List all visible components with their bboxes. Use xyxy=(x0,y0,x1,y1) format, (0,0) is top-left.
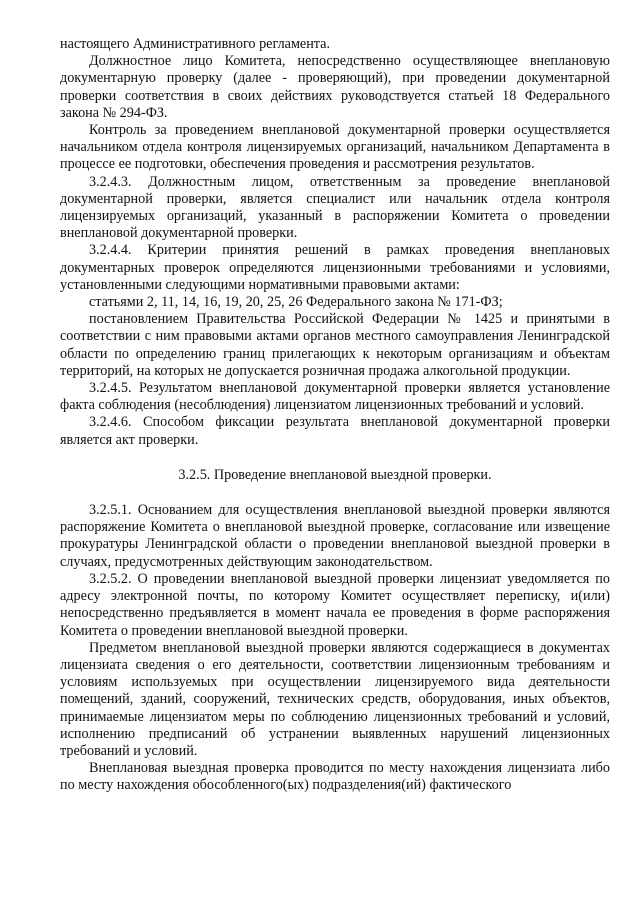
paragraph: 3.2.4.4. Критерии принятия решений в рамках проведения внеплановых документарных проверок определяются лицензионными требованиями и условиями, установленными следующими нормативными правовыми актами: xyxy=(60,242,610,293)
paragraph: статьями 2, 11, 14, 16, 19, 20, 25, 26 Федерального закона № 171-ФЗ; xyxy=(89,294,503,311)
paragraph: Должностное лицо Комитета, непосредственно осуществляющее внеплановую документарную проверку (далее - проверяющий), при проведении документарной проверки соответствия в своих действиях руководствуется статьей 18 Федерального закона № 294-ФЗ. xyxy=(60,53,610,121)
paragraph: 3.2.4.5. Результатом внеплановой документарной проверки является установление факта соблюдения (несоблюдения) лицензиатом лицензионных требований и условий. xyxy=(60,380,610,414)
paragraph: 3.2.4.6. Способом фиксации результата внеплановой документарной проверки является акт проверки. xyxy=(60,414,610,448)
paragraph: постановлением Правительства Российской Федерации № 1425 и принятыми в соответствии с ним правовыми актами органов местного самоуправления Ленинградской области по определению границ прилегающих к некоторым организациям и объектам территорий, на которых не допускается розничная продажа алкогольной продукции. xyxy=(60,311,610,379)
paragraph: настоящего Административного регламента. xyxy=(60,36,331,52)
document-page xyxy=(60,36,610,795)
paragraph: 3.2.4.3. Должностным лицом, ответственным за проведение внеплановой документарной проверки, является специалист или начальник отдела контроля лицензируемых организаций, указанный в распоряжении Комитета о проведении внеплановой документарной проверки. xyxy=(60,173,610,242)
section-heading: 3.2.5. Проведение внеплановой выездной проверки. xyxy=(178,466,492,483)
paragraph: Предметом внеплановой выездной проверки являются содержащиеся в документах лицензиата сведения о его деятельности, соответствии лицензионным требованиям и условиям используемых при осуществлении лицензируемого вида деятельности помещений, зданий, сооружений, технических средств, оборудования, иных объектов, принимаемые лицензиатом меры по соблюдению лицензионных требований и условий, исполнению предписаний об устранении выявленных нарушений лицензионных требований и условий. xyxy=(60,639,610,759)
paragraph: Внеплановая выездная проверка проводится по месту нахождения лицензиата либо по месту нахождения обособленного(ых) подразделения(ий) фактического xyxy=(60,760,610,794)
paragraph: 3.2.5.1. Основанием для осуществления внеплановой выездной проверки являются распоряжение Комитета о внеплановой выездной проверке, согласование или извещение прокуратуры Ленинградской области о проведении внеплановой выездной проверки в случаях, предусмотренных действующим законодательством. xyxy=(60,502,610,570)
paragraph: 3.2.5.2. О проведении внеплановой выездной проверки лицензиат уведомляется по адресу электронной почты, по которому Комитет осуществляет переписку, и(или) непосредственно предъявляется в момент начала ее проведения в форме распоряжения Комитета о проведении внеплановой выездной проверки. xyxy=(60,570,610,639)
paragraph: Контроль за проведением внеплановой документарной проверки осуществляется начальником отдела контроля лицензируемых организаций, начальником Департамента в процессе ее подготовки, обеспечения проведения и рассмотрения результатов. xyxy=(60,122,610,173)
